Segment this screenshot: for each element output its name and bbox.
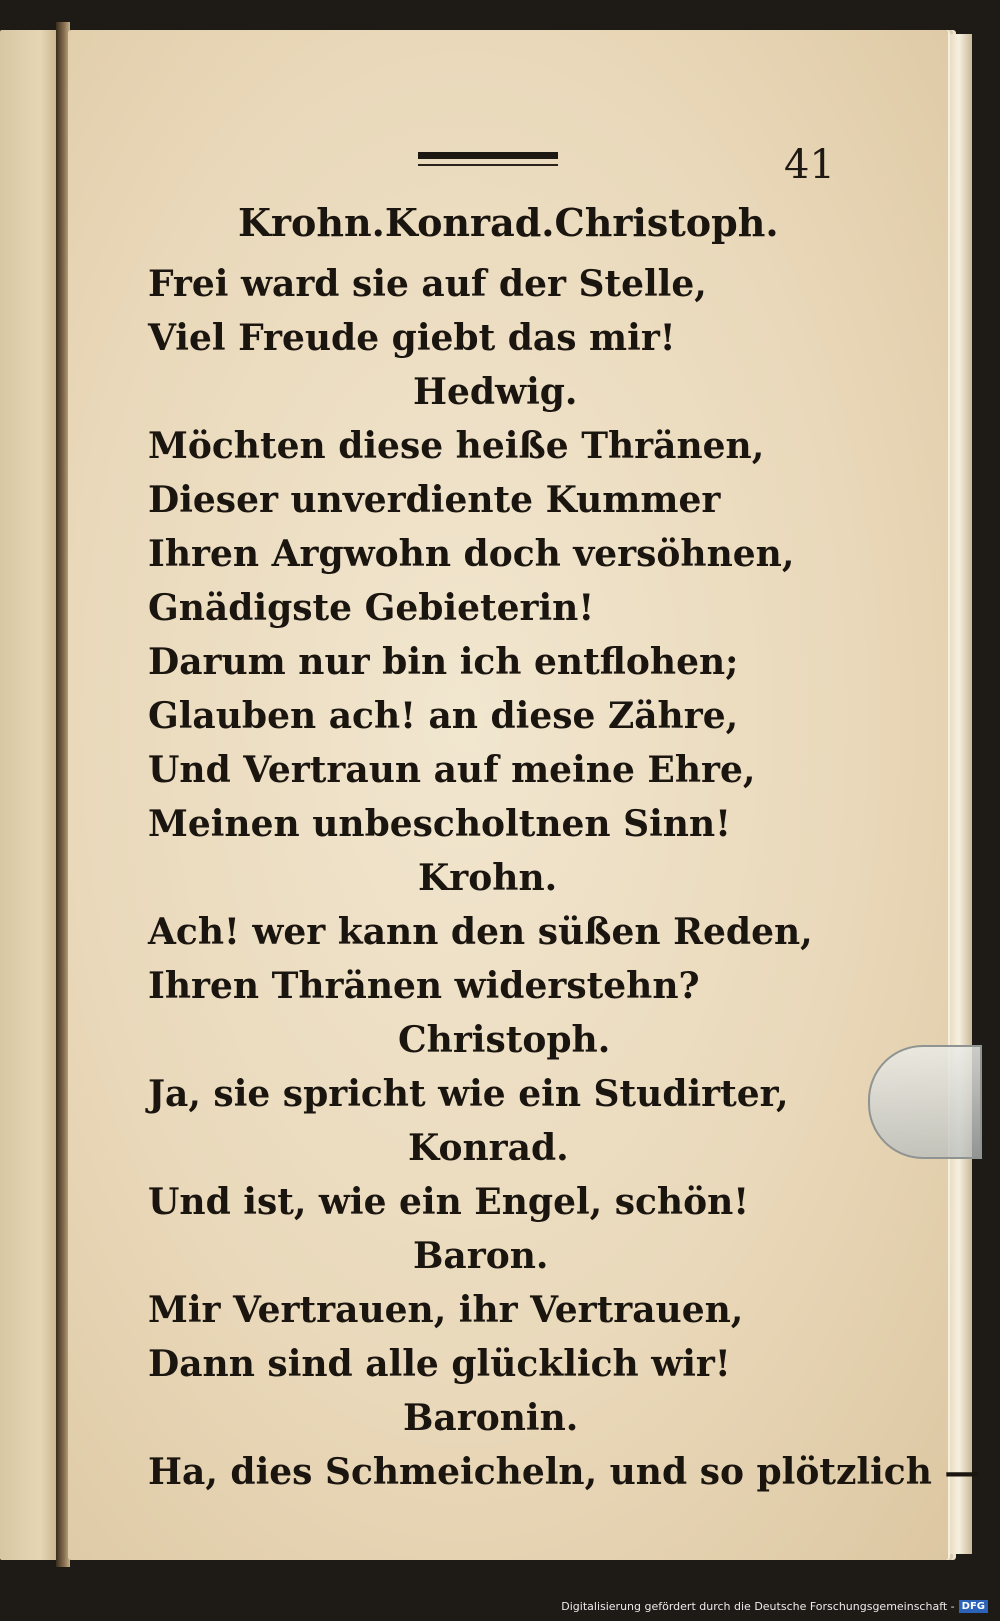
page-clip bbox=[868, 1045, 982, 1159]
verse-line: Dann sind alle glücklich wir! bbox=[148, 1343, 731, 1385]
credit-text: Digitalisierung gefördert durch die Deutsche Forschungsgemeinschaft - bbox=[561, 1599, 955, 1613]
verse-line: Frei ward sie auf der Stelle, bbox=[148, 263, 707, 305]
digitization-credit bbox=[561, 1595, 988, 1617]
speaker-name: Konrad. bbox=[384, 200, 555, 245]
speaker-label: Krohn. bbox=[418, 857, 558, 899]
verse-line: Ha, dies Schmeicheln, und so plötzlich — bbox=[148, 1451, 981, 1493]
verse-line: Glauben ach! an diese Zähre, bbox=[148, 695, 739, 737]
speaker-name: Christoph. bbox=[554, 200, 779, 245]
verse-line: Ihren Argwohn doch versöhnen, bbox=[148, 533, 795, 575]
speaker-label: Christoph. bbox=[398, 1019, 611, 1061]
speaker-name: Krohn. bbox=[238, 200, 385, 245]
page-stack-edge bbox=[950, 34, 972, 1554]
page-number: 41 bbox=[784, 142, 835, 188]
speaker-label: Baronin. bbox=[403, 1397, 579, 1439]
scene-speakers bbox=[238, 200, 779, 245]
verse-line: Gnädigste Gebieterin! bbox=[148, 587, 595, 629]
verse-line: Und Vertraun auf meine Ehre, bbox=[148, 749, 756, 791]
verse-line: Dieser unverdiente Kummer bbox=[148, 479, 721, 521]
header-rule bbox=[418, 150, 558, 170]
facing-page-edge bbox=[0, 30, 58, 1560]
verse-line: Meinen unbescholtnen Sinn! bbox=[148, 803, 731, 845]
speaker-label: Konrad. bbox=[408, 1127, 569, 1169]
verse-line: Und ist, wie ein Engel, schön! bbox=[148, 1181, 750, 1223]
verse-line: Ach! wer kann den süßen Reden, bbox=[148, 911, 813, 953]
speaker-label: Baron. bbox=[413, 1235, 549, 1277]
verse-line: Möchten diese heiße Thränen, bbox=[148, 425, 765, 467]
verse-line: Mir Vertrauen, ihr Vertrauen, bbox=[148, 1289, 744, 1331]
verse-line: Darum nur bin ich entflohen; bbox=[148, 641, 739, 683]
speaker-label: Hedwig. bbox=[413, 371, 578, 413]
verse-line: Ja, sie spricht wie ein Studirter, bbox=[148, 1073, 789, 1115]
verse-line: Viel Freude giebt das mir! bbox=[148, 317, 676, 359]
dfg-logo: DFG bbox=[959, 1600, 988, 1613]
verse-line: Ihren Thränen widerstehn? bbox=[148, 965, 700, 1007]
